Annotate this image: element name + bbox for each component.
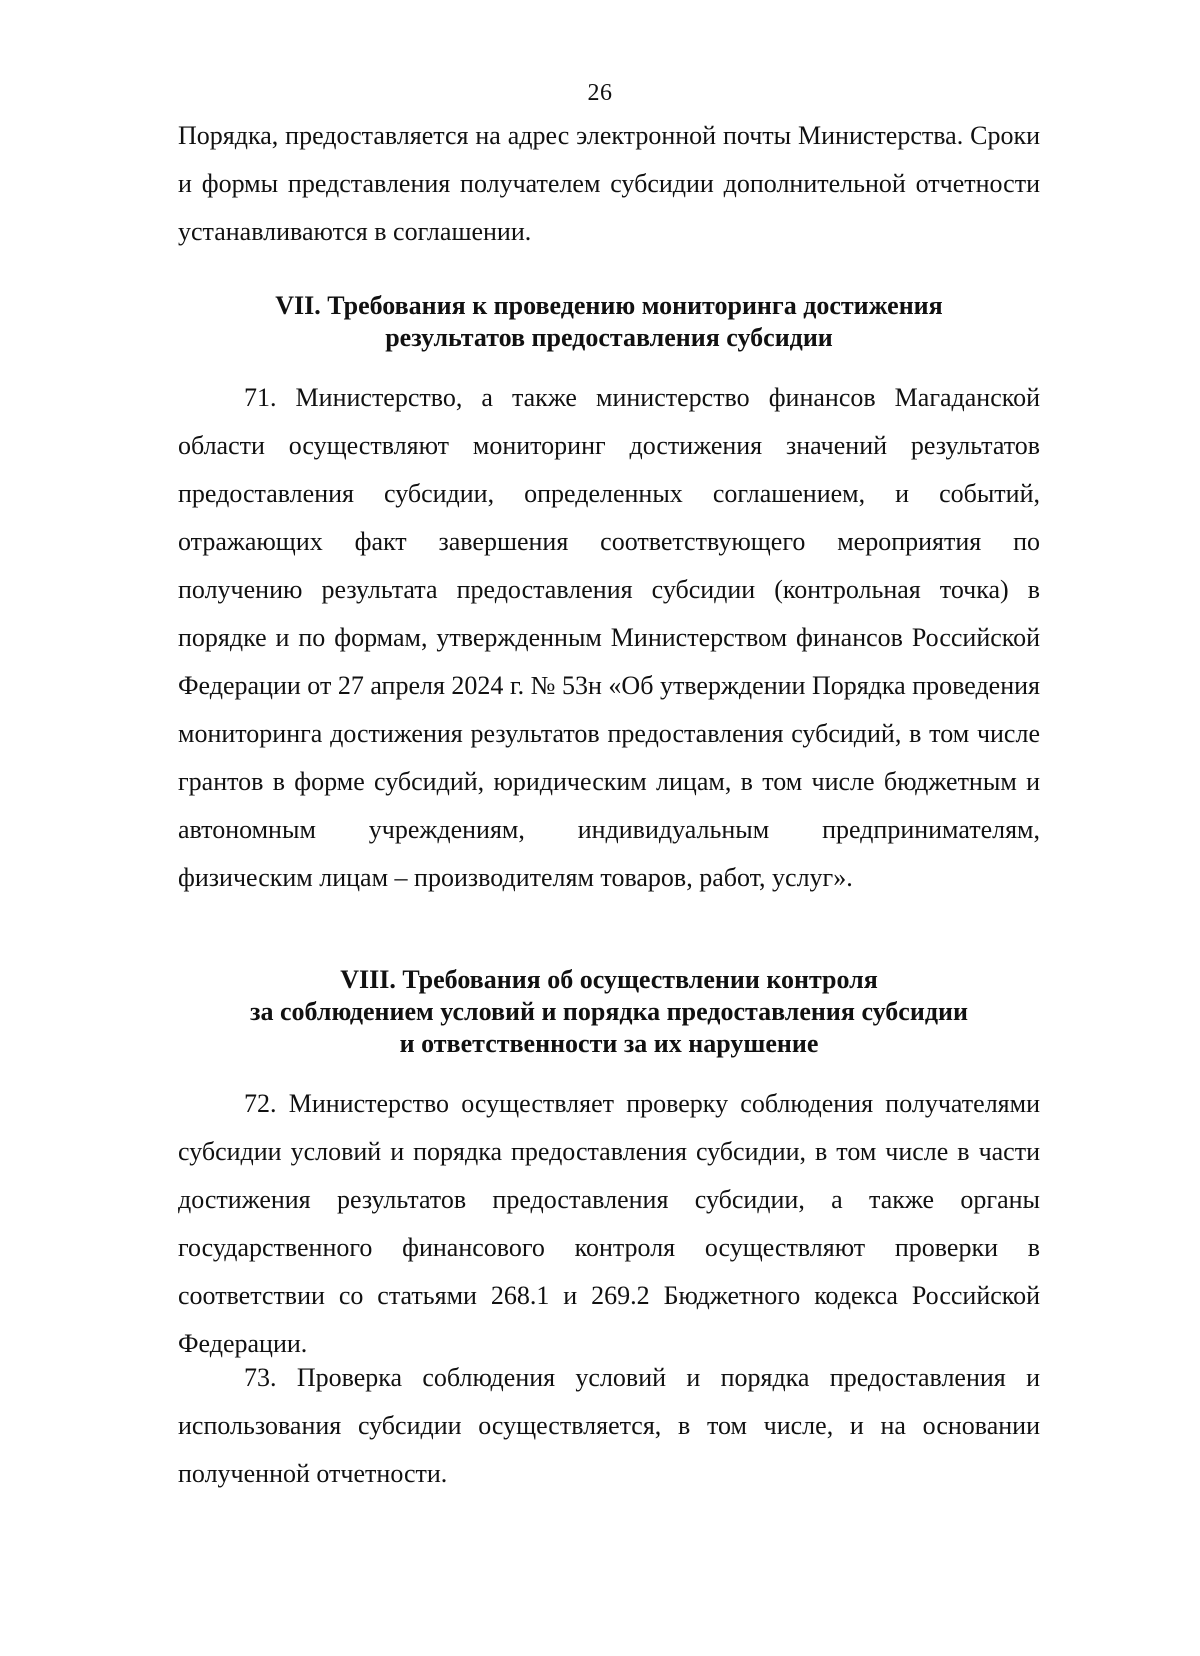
section-7-title-line-1: VII. Требования к проведению мониторинга достижения xyxy=(275,291,943,320)
paragraph-71: 71. Министерство, а также министерство финансов Магаданской области осуществляют мониторинг достижения значений результатов предоставления субсидии, определенных соглашением, и событий, отражающих факт завершения соответствующего мероприятия по получению результата предоставления субсидии (контрольная точка) в порядке и по формам, утвержденным Министерством финансов Российской Федерации от 27 апреля 2024 г. № 53н «Об утверждении Порядка проведения мониторинга достижения результатов предоставления субсидий, в том числе грантов в форме субсидий, юридическим лицам, в том числе бюджетным и автономным учреждениям, индивидуальным предпринимателям, физическим лицам – производителям товаров, работ, услуг». xyxy=(178,383,1040,892)
section-7 xyxy=(178,290,1040,354)
section-8-title xyxy=(178,964,1040,1060)
page-number: 26 xyxy=(587,80,613,106)
section-8-title-line-3: и ответственности за их нарушение xyxy=(399,1029,819,1058)
paragraph-72: 72. Министерство осуществляет проверку соблюдения получателями субсидии условий и порядка предоставления субсидии, в том числе в части достижения результатов предоставления субсидии, а также органы государственного финансового контроля осуществляют проверки в соответствии со статьями 268.1 и 269.2 Бюджетного кодекса Российской Федерации. xyxy=(178,1089,1040,1358)
section-8 xyxy=(178,964,1040,1060)
paragraph-73: 73. Проверка соблюдения условий и порядка предоставления и использования субсидии осуществляется, в том числе, и на основании полученной отчетности. xyxy=(178,1363,1040,1488)
section-8-title-line-1: VIII. Требования об осуществлении контроля xyxy=(340,965,878,994)
section-7-title xyxy=(178,290,1040,354)
intro-paragraph: Порядка, предоставляется на адрес электронной почты Министерства. Сроки и формы представления получателем субсидии дополнительной отчетности устанавливаются в соглашении. xyxy=(178,121,1040,246)
section-8-title-line-2: за соблюдением условий и порядка предоставления субсидии xyxy=(250,997,968,1026)
section-7-title-line-2: результатов предоставления субсидии xyxy=(385,323,833,352)
